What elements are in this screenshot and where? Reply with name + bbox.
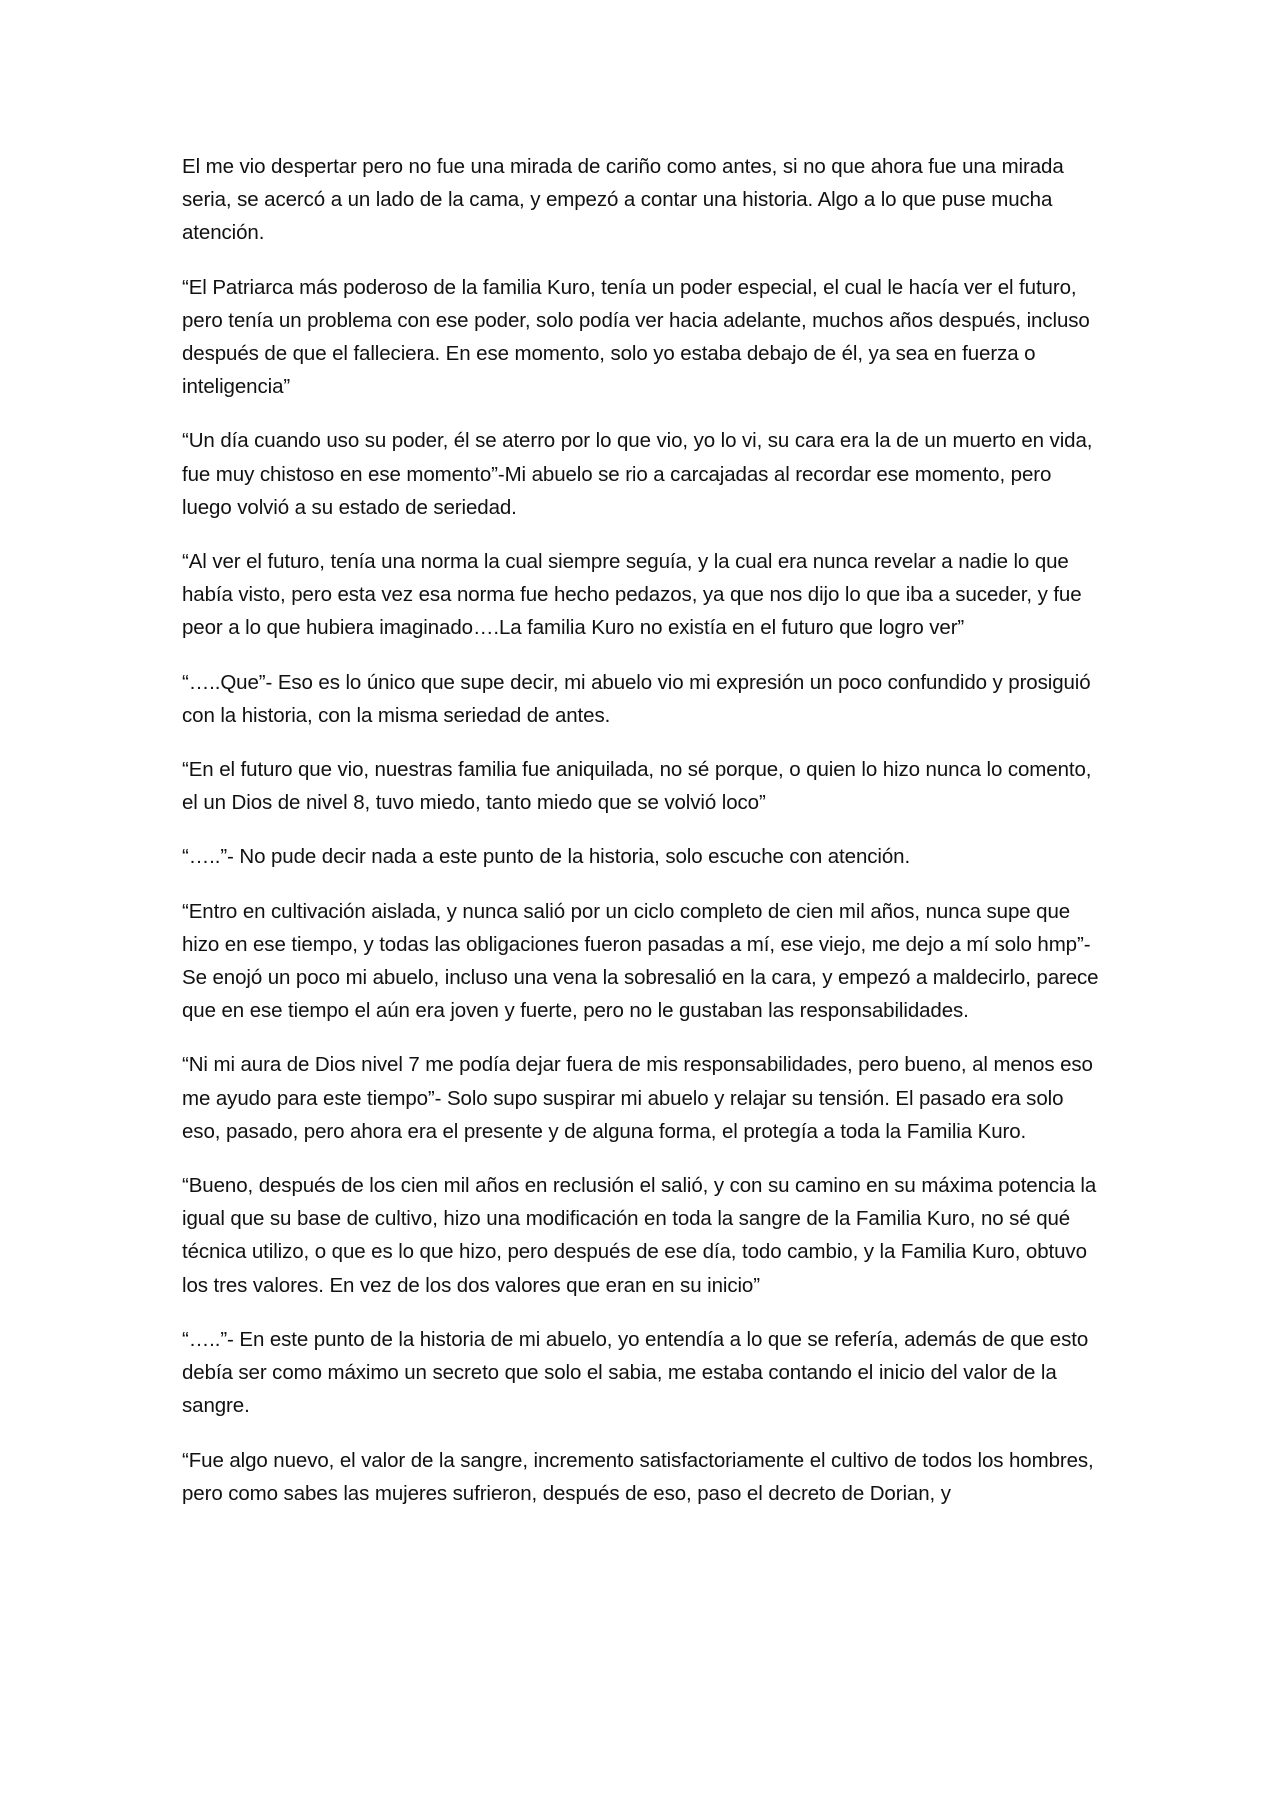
paragraph: “En el futuro que vio, nuestras familia fue aniquilada, no sé porque, o quien lo hizo nunca lo comento, el un Dios de nivel 8, tuvo miedo, tanto miedo que se volvió loco” (182, 758, 1092, 815)
paragraph: “Ni mi aura de Dios nivel 7 me podía dejar fuera de mis responsabilidades, pero bueno, al menos eso me ayudo para este tiempo”- Solo supo suspirar mi abuelo y relajar su tensión. El pasado era solo eso, pasado, pero ahora era el presente y de alguna forma, el protegía a toda la Familia Kuro. (182, 1053, 1093, 1143)
paragraph: “Entro en cultivación aislada, y nunca salió por un ciclo completo de cien mil años, nunca supe que hizo en ese tiempo, y todas las obligaciones fueron pasadas a mí, ese viejo, me dejo a mí solo hmp”- Se enojó un poco mi abuelo, incluso una vena la sobresalió en la cara, y empezó a maldecirlo, parece que en ese tiempo el aún era joven y fuerte, pero no le gustaban las responsabilidades. (182, 899, 1099, 1023)
paragraph: “Un día cuando uso su poder, él se aterro por lo que vio, yo lo vi, su cara era la de un muerto en vida, fue muy chistoso en ese momento”-Mi abuelo se rio a carcajadas al recordar ese momento, pero luego volvió a su estado de seriedad. (182, 429, 1093, 519)
document-body (182, 150, 1102, 1531)
paragraph: “…..”- En este punto de la historia de mi abuelo, yo entendía a lo que se refería, además de que esto debía ser como máximo un secreto que solo el sabia, me estaba contando el inicio del valor de la sangre. (182, 1327, 1089, 1418)
paragraph: El me vio despertar pero no fue una mirada de cariño como antes, si no que ahora fue una mirada seria, se acercó a un lado de la cama, y empezó a contar una historia. Algo a lo que puse mucha atención. (182, 155, 1064, 245)
paragraph: “…..”- No pude decir nada a este punto de la historia, solo escuche con atención. (182, 845, 911, 869)
paragraph: “Fue algo nuevo, el valor de la sangre, incremento satisfactoriamente el cultivo de todos los hombres, pero como sabes las mujeres sufrieron, después de eso, paso el decreto de Dorian, y (182, 1448, 1094, 1505)
paragraph: “Bueno, después de los cien mil años en reclusión el salió, y con su camino en su máxima potencia la igual que su base de cultivo, hizo una modificación en toda la sangre de la Familia Kuro, no sé qué técnica utilizo, o que es lo que hizo, pero después de ese día, todo cambio, y la Familia Kuro, obtuvo los tres valores. En vez de los dos valores que eran en su inicio” (182, 1174, 1097, 1297)
paragraph: “Al ver el futuro, tenía una norma la cual siempre seguía, y la cual era nunca revelar a nadie lo que había visto, pero esta vez esa norma fue hecho pedazos, ya que nos dijo lo que iba a suceder, y fue peor a lo que hubiera imaginado….La familia Kuro no existía en el futuro que logro ver” (182, 550, 1082, 640)
paragraph: “El Patriarca más poderoso de la familia Kuro, tenía un poder especial, el cual le hacía ver el futuro, pero tenía un problema con ese poder, solo podía ver hacia adelante, muchos años después, incluso después de que el falleciera. En ese momento, solo yo estaba debajo de él, ya sea en fuerza o inteligencia” (182, 275, 1090, 399)
paragraph: “…..Que”- Eso es lo único que supe decir, mi abuelo vio mi expresión un poco confundido y prosiguió con la historia, con la misma seriedad de antes. (182, 670, 1091, 727)
